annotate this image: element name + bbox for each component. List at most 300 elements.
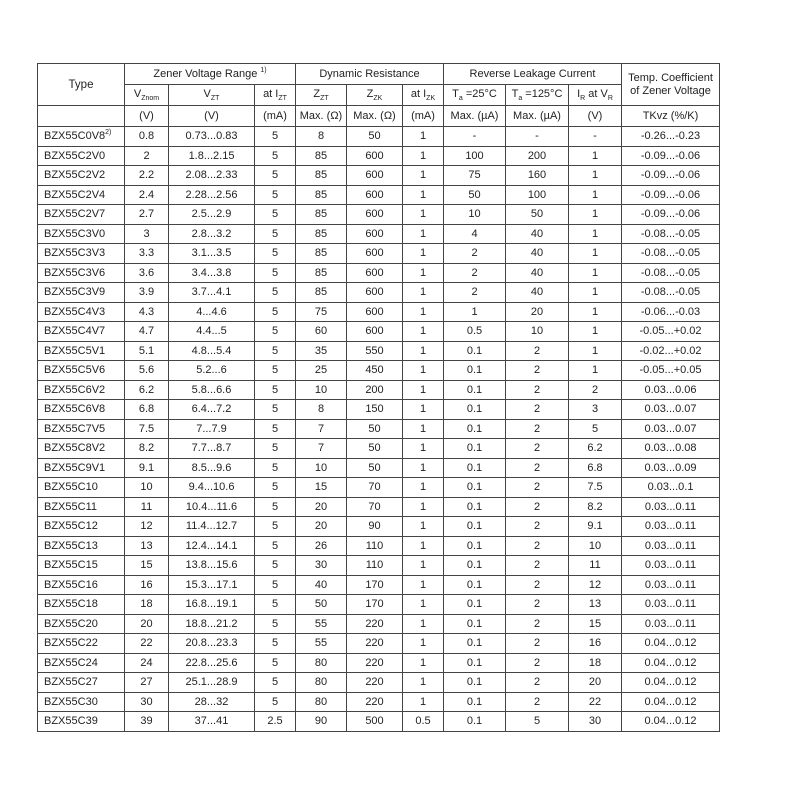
value-cell: 5 [506,712,569,732]
header-zzk: $Z_{ZK}$ [347,85,403,106]
value-cell: 10.4...11.6 [169,497,255,517]
value-cell: 1 [569,263,622,283]
table-row [38,302,720,322]
value-cell: 7.7...8.7 [169,439,255,459]
value-cell: 0.8 [125,127,169,147]
value-cell: 85 [296,224,347,244]
table-row [38,322,720,342]
value-cell: 2 [506,692,569,712]
value-cell: 0.1 [444,478,506,498]
value-cell: 160 [506,166,569,186]
value-cell: 2.5...2.9 [169,205,255,225]
value-cell: 15 [569,614,622,634]
value-cell: 0.04...0.12 [622,712,720,732]
value-cell: 600 [347,185,403,205]
value-cell: 2 [506,556,569,576]
value-cell: - [569,127,622,147]
value-cell: 2 [506,673,569,693]
value-cell: 3.9 [125,283,169,303]
zener-diode-table [37,63,720,732]
value-cell: 170 [347,575,403,595]
value-cell: 0.73...0.83 [169,127,255,147]
value-cell: 4 [444,224,506,244]
value-cell: 50 [444,185,506,205]
type-cell: BZX55C12 [38,517,125,537]
value-cell: 0.1 [444,673,506,693]
value-cell: 70 [347,497,403,517]
value-cell: 1 [403,673,444,693]
value-cell: 0.1 [444,575,506,595]
value-cell: 3.3 [125,244,169,264]
value-cell: 70 [347,478,403,498]
type-cell: BZX55C11 [38,497,125,517]
value-cell: 22 [569,692,622,712]
value-cell: 15.3...17.1 [169,575,255,595]
value-cell: 0.5 [444,322,506,342]
value-cell: 7 [296,419,347,439]
value-cell: 6.8 [569,458,622,478]
value-cell: 30 [296,556,347,576]
value-cell: -0.09...-0.06 [622,166,720,186]
table-row [38,439,720,459]
value-cell: 2 [506,536,569,556]
type-cell: BZX55C10 [38,478,125,498]
value-cell: 1 [569,361,622,381]
value-cell: 600 [347,146,403,166]
value-cell: 30 [125,692,169,712]
table-row [38,224,720,244]
value-cell: 5 [255,595,296,615]
header-dynamic-resistance: Dynamic Resistance [296,64,444,85]
value-cell: 5 [255,302,296,322]
value-cell: 170 [347,595,403,615]
table-row [38,127,720,147]
value-cell: 5 [255,478,296,498]
value-cell: 2 [506,575,569,595]
value-cell: 60 [296,322,347,342]
value-cell: 550 [347,341,403,361]
value-cell: 20 [506,302,569,322]
value-cell: 0.04...0.12 [622,673,720,693]
value-cell: 1 [403,614,444,634]
value-cell: 1 [403,517,444,537]
table-row [38,205,720,225]
value-cell: 75 [296,302,347,322]
value-cell: 50 [347,439,403,459]
value-cell: 2 [506,595,569,615]
value-cell: 3.6 [125,263,169,283]
value-cell: 0.03...0.11 [622,536,720,556]
value-cell: 600 [347,166,403,186]
value-cell: 13 [125,536,169,556]
value-cell: 16 [569,634,622,654]
header-reverse-leakage: Reverse Leakage Current [444,64,622,85]
value-cell: 100 [444,146,506,166]
value-cell: 1 [444,302,506,322]
value-cell: 0.1 [444,712,506,732]
value-cell: 0.03...0.07 [622,400,720,420]
value-cell: 50 [347,458,403,478]
table-row [38,517,720,537]
header-izk: at $I_{ZK}$ [403,85,444,106]
value-cell: 1 [569,244,622,264]
table-row [38,185,720,205]
value-cell: 20 [125,614,169,634]
value-cell: 8.5...9.6 [169,458,255,478]
value-cell: 55 [296,634,347,654]
value-cell: 5 [255,263,296,283]
value-cell: -0.08...-0.05 [622,283,720,303]
table-row [38,478,720,498]
value-cell: 24 [125,653,169,673]
value-cell: 2 [506,361,569,381]
value-cell: 22.8...25.6 [169,653,255,673]
value-cell: 6.4...7.2 [169,400,255,420]
type-cell: BZX55C2V2 [38,166,125,186]
value-cell: 1 [403,166,444,186]
table-row [38,419,720,439]
value-cell: -0.02...+0.02 [622,341,720,361]
value-cell: 5 [255,341,296,361]
header-izt: at $I_{ZT}$ [255,85,296,106]
type-cell: BZX55C18 [38,595,125,615]
table-row [38,400,720,420]
value-cell: 0.03...0.11 [622,575,720,595]
value-cell: 5 [255,283,296,303]
value-cell: 10 [444,205,506,225]
units-empty [38,106,125,127]
value-cell: 150 [347,400,403,420]
type-cell: BZX55C15 [38,556,125,576]
table-row [38,244,720,264]
value-cell: 220 [347,692,403,712]
value-cell: 5 [255,380,296,400]
value-cell: 7 [296,439,347,459]
value-cell: 2.7 [125,205,169,225]
table-row [38,458,720,478]
value-cell: 0.1 [444,614,506,634]
value-cell: 1 [403,575,444,595]
value-cell: 1 [569,205,622,225]
unit-cell: TKvz (%/K) [622,106,720,127]
value-cell: 5 [255,400,296,420]
table-row [38,536,720,556]
value-cell: 0.1 [444,517,506,537]
value-cell: 5 [569,419,622,439]
value-cell: 80 [296,692,347,712]
type-cell: BZX55C5V1 [38,341,125,361]
value-cell: 40 [506,244,569,264]
value-cell: 0.03...0.11 [622,497,720,517]
value-cell: 2 [444,283,506,303]
value-cell: 80 [296,673,347,693]
value-cell: 8 [296,127,347,147]
header-ir-at-vr: $I_R$ at $V_R$ [569,85,622,106]
header-zener-voltage-range: Zener Voltage Range $^{1)}$ [125,64,296,85]
value-cell: 5 [255,166,296,186]
value-cell: 5 [255,127,296,147]
value-cell: 1 [403,478,444,498]
value-cell: 1 [403,400,444,420]
value-cell: 12 [569,575,622,595]
value-cell: 600 [347,244,403,264]
value-cell: 20 [296,517,347,537]
value-cell: 1 [403,634,444,654]
type-cell: BZX55C0V8$^{2)}$ [38,127,125,147]
type-cell: BZX55C4V3 [38,302,125,322]
value-cell: 0.03...0.06 [622,380,720,400]
value-cell: 13.8...15.6 [169,556,255,576]
type-cell: BZX55C3V6 [38,263,125,283]
value-cell: 5 [255,673,296,693]
table-row [38,575,720,595]
value-cell: 600 [347,283,403,303]
value-cell: 2.8...3.2 [169,224,255,244]
value-cell: - [444,127,506,147]
value-cell: 8.2 [125,439,169,459]
value-cell: 1.8...2.15 [169,146,255,166]
value-cell: 1 [403,244,444,264]
type-cell: BZX55C24 [38,653,125,673]
value-cell: 3.4...3.8 [169,263,255,283]
value-cell: 2 [506,614,569,634]
value-cell: 0.5 [403,712,444,732]
value-cell: 40 [506,224,569,244]
value-cell: 1 [403,263,444,283]
value-cell: 2 [506,653,569,673]
type-cell: BZX55C7V5 [38,419,125,439]
value-cell: 5 [255,536,296,556]
value-cell: - [506,127,569,147]
value-cell: 5 [255,146,296,166]
value-cell: 5 [255,458,296,478]
value-cell: 6.2 [125,380,169,400]
value-cell: 25.1...28.9 [169,673,255,693]
value-cell: 10 [569,536,622,556]
value-cell: 1 [403,146,444,166]
value-cell: 5.1 [125,341,169,361]
value-cell: 1 [403,536,444,556]
value-cell: 18 [125,595,169,615]
value-cell: 2 [506,497,569,517]
value-cell: 2 [444,244,506,264]
value-cell: 2 [506,634,569,654]
header-zzt: $Z_{ZT}$ [296,85,347,106]
type-cell: BZX55C6V2 [38,380,125,400]
value-cell: 85 [296,146,347,166]
value-cell: 2 [125,146,169,166]
type-cell: BZX55C6V8 [38,400,125,420]
value-cell: 1 [403,322,444,342]
table-row [38,634,720,654]
value-cell: 0.1 [444,692,506,712]
value-cell: 1 [569,185,622,205]
value-cell: 5 [255,556,296,576]
value-cell: 5 [255,614,296,634]
value-cell: 6.2 [569,439,622,459]
type-cell: BZX55C20 [38,614,125,634]
value-cell: 110 [347,536,403,556]
value-cell: 0.1 [444,497,506,517]
value-cell: 10 [296,380,347,400]
unit-cell: (V) [569,106,622,127]
value-cell: 2 [506,478,569,498]
value-cell: 39 [125,712,169,732]
value-cell: 90 [296,712,347,732]
unit-cell: Max. (Ω) [296,106,347,127]
value-cell: 600 [347,224,403,244]
value-cell: 50 [506,205,569,225]
value-cell: 27 [125,673,169,693]
value-cell: 40 [506,263,569,283]
value-cell: 0.04...0.12 [622,692,720,712]
value-cell: 1 [403,380,444,400]
table-row [38,166,720,186]
table-row [38,497,720,517]
value-cell: 1 [403,692,444,712]
footnote-marker: 2) [105,129,112,137]
value-cell: 80 [296,653,347,673]
table-row [38,653,720,673]
type-cell: BZX55C2V4 [38,185,125,205]
unit-cell: (V) [125,106,169,127]
value-cell: 85 [296,263,347,283]
value-cell: 0.1 [444,361,506,381]
value-cell: 0.03...0.11 [622,556,720,576]
value-cell: 9.1 [569,517,622,537]
value-cell: 2 [506,458,569,478]
value-cell: 100 [506,185,569,205]
value-cell: 1 [403,127,444,147]
value-cell: 1 [403,458,444,478]
value-cell: 600 [347,302,403,322]
value-cell: 200 [506,146,569,166]
value-cell: 220 [347,614,403,634]
value-cell: 85 [296,185,347,205]
value-cell: 0.1 [444,341,506,361]
value-cell: 1 [403,302,444,322]
value-cell: 200 [347,380,403,400]
value-cell: 50 [347,419,403,439]
value-cell: 4.8...5.4 [169,341,255,361]
value-cell: 20 [569,673,622,693]
value-cell: 5.8...6.6 [169,380,255,400]
value-cell: 1 [569,224,622,244]
value-cell: 3 [125,224,169,244]
type-cell: BZX55C2V7 [38,205,125,225]
table-row [38,380,720,400]
value-cell: 0.1 [444,380,506,400]
value-cell: 15 [296,478,347,498]
value-cell: 0.1 [444,536,506,556]
value-cell: 1 [403,497,444,517]
value-cell: 1 [403,439,444,459]
type-cell: BZX55C16 [38,575,125,595]
value-cell: 5 [255,205,296,225]
value-cell: 5 [255,653,296,673]
value-cell: 2 [444,263,506,283]
value-cell: 20.8...23.3 [169,634,255,654]
value-cell: 16 [125,575,169,595]
value-cell: 2 [506,380,569,400]
value-cell: 220 [347,634,403,654]
value-cell: 16.8...19.1 [169,595,255,615]
value-cell: 15 [125,556,169,576]
value-cell: 3.1...3.5 [169,244,255,264]
value-cell: 2.2 [125,166,169,186]
value-cell: 10 [506,322,569,342]
value-cell: 600 [347,322,403,342]
value-cell: 110 [347,556,403,576]
value-cell: 85 [296,205,347,225]
value-cell: 220 [347,653,403,673]
value-cell: 4.7 [125,322,169,342]
value-cell: 5 [255,575,296,595]
value-cell: 1 [569,146,622,166]
value-cell: 11.4...12.7 [169,517,255,537]
table-row [38,146,720,166]
value-cell: 1 [403,283,444,303]
value-cell: 0.1 [444,556,506,576]
value-cell: 11 [569,556,622,576]
header-vznom: $V_{Znom}$ [125,85,169,106]
value-cell: 3 [569,400,622,420]
value-cell: 75 [444,166,506,186]
table-body [38,127,720,732]
value-cell: 0.03...0.08 [622,439,720,459]
value-cell: 2 [506,400,569,420]
value-cell: 0.03...0.11 [622,595,720,615]
value-cell: 2 [569,380,622,400]
value-cell: 26 [296,536,347,556]
value-cell: 4.3 [125,302,169,322]
header-ta125: $T_a =125^\circ C$ [506,85,569,106]
value-cell: 2.08...2.33 [169,166,255,186]
value-cell: 13 [569,595,622,615]
value-cell: 1 [403,341,444,361]
value-cell: 0.1 [444,634,506,654]
value-cell: 1 [569,322,622,342]
header-vzt: $V_{ZT}$ [169,85,255,106]
value-cell: 5 [255,224,296,244]
value-cell: 1 [403,595,444,615]
value-cell: 12.4...14.1 [169,536,255,556]
value-cell: 1 [403,419,444,439]
value-cell: 50 [347,127,403,147]
value-cell: 0.1 [444,400,506,420]
header-temp-coefficient: Temp. Coefficient of Zener Voltage [622,64,720,106]
value-cell: 0.03...0.07 [622,419,720,439]
table-row [38,556,720,576]
table-row [38,341,720,361]
value-cell: 1 [403,185,444,205]
datasheet-table-container [37,63,720,732]
value-cell: 4...4.6 [169,302,255,322]
value-cell: -0.08...-0.05 [622,244,720,264]
value-cell: 20 [296,497,347,517]
value-cell: 450 [347,361,403,381]
table-row [38,673,720,693]
value-cell: 0.1 [444,653,506,673]
value-cell: 5 [255,439,296,459]
value-cell: -0.05...+0.02 [622,322,720,342]
value-cell: -0.09...-0.06 [622,185,720,205]
type-cell: BZX55C9V1 [38,458,125,478]
value-cell: 7.5 [125,419,169,439]
value-cell: 5 [255,692,296,712]
type-cell: BZX55C30 [38,692,125,712]
value-cell: 5 [255,244,296,264]
